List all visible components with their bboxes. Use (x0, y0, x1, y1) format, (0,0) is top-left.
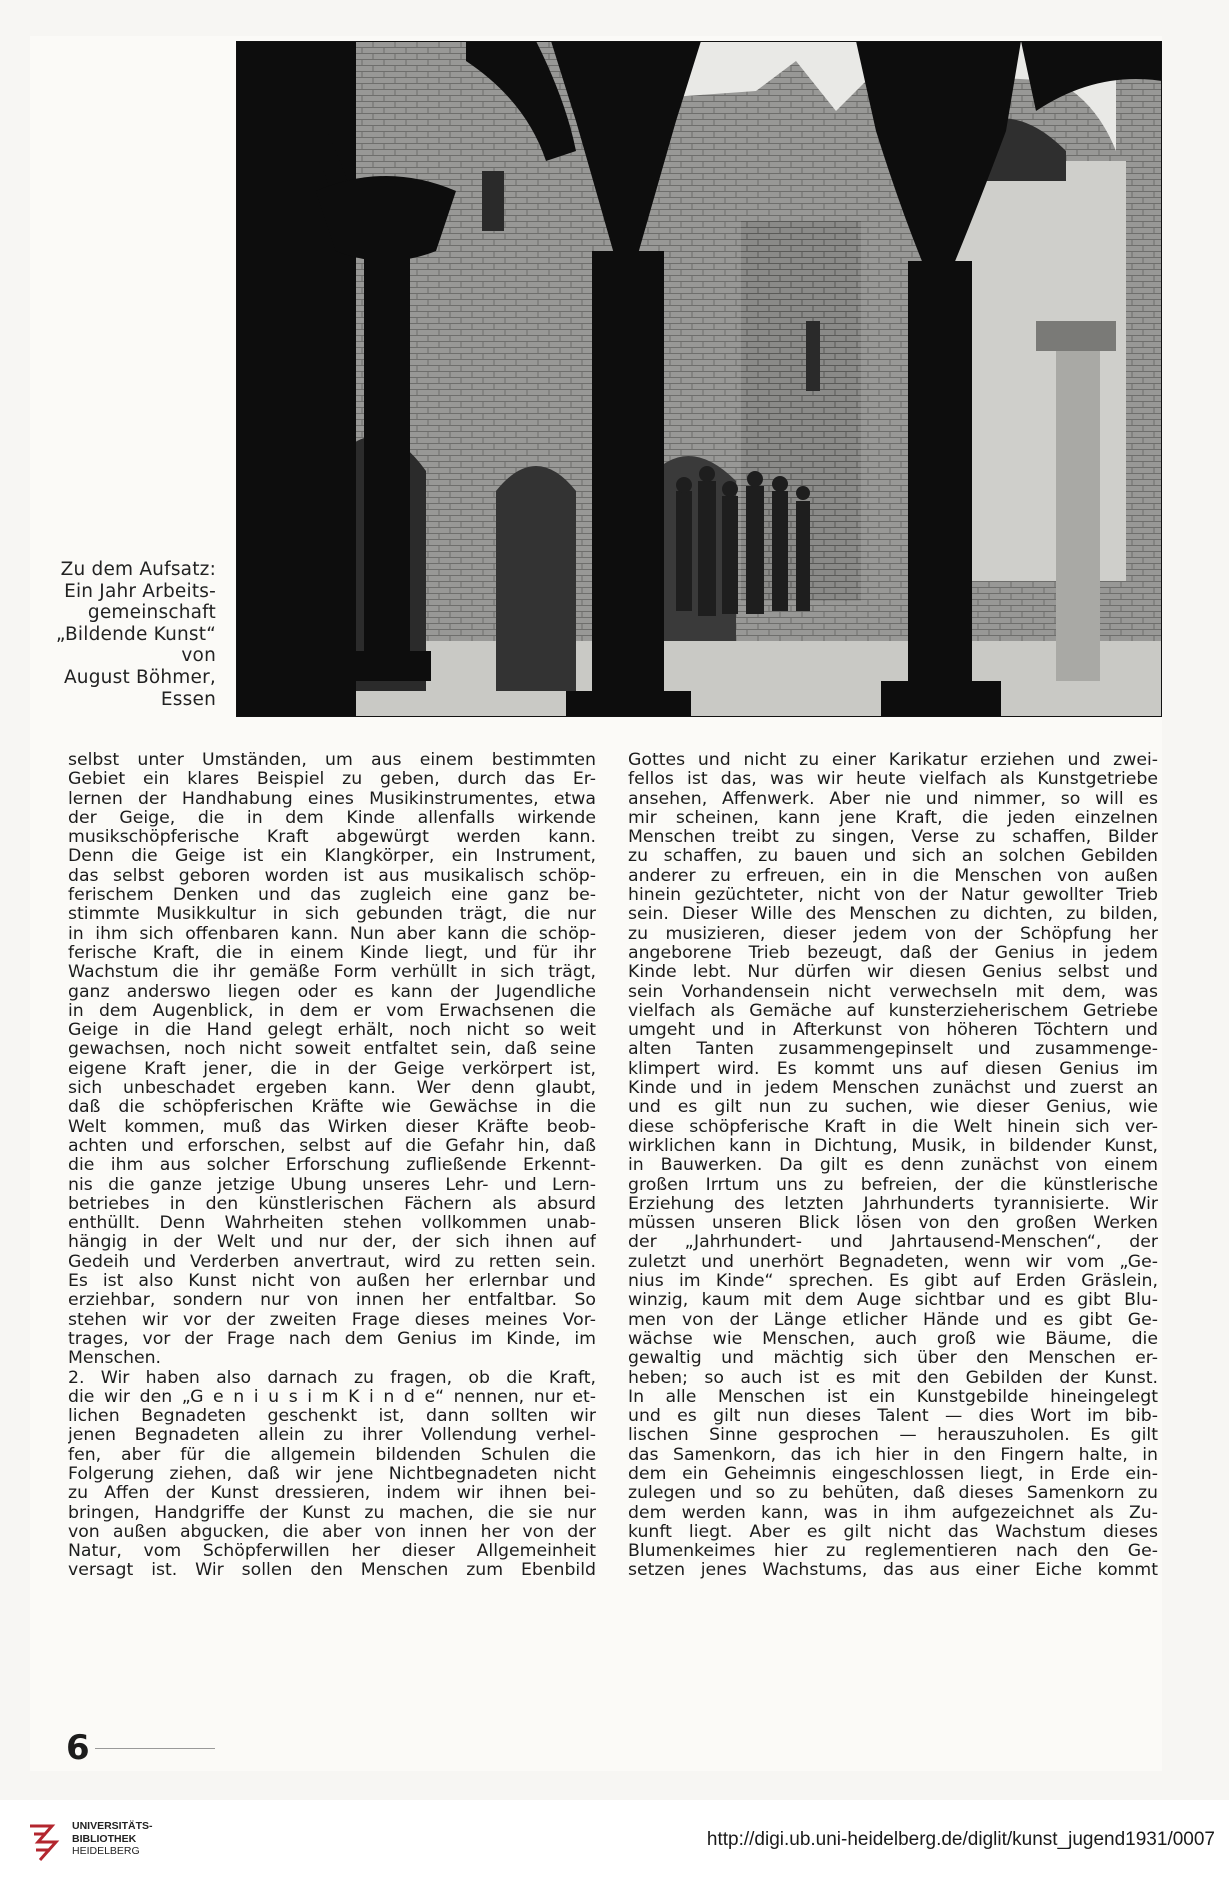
text-line: zu Affen der Kunst dressieren, indem wir ihnen bei- (68, 1484, 596, 1504)
text-line: bringen, Handgriffe der Kunst zu machen, die sie nur (68, 1503, 596, 1523)
text-line: diese schöpferische Kraft in die Welt hinein sich ver- (628, 1117, 1158, 1137)
text-line: Folgerung ziehen, daß wir jene Nichtbegnadeten nicht (68, 1464, 596, 1484)
text-line: nius im Kinde“ sprechen. Es gibt auf Erden Gräslein, (628, 1272, 1158, 1292)
text-line: Menschen. (68, 1349, 162, 1369)
library-name (72, 1820, 153, 1858)
text-line: die ihm aus solcher Erforschung zufließende Erkennt- (68, 1156, 596, 1176)
text-line: achten und erforschen, selbst auf die Gefahr hin, daß (68, 1136, 596, 1156)
text-line: das Samenkorn, das ich hier in den Fingern halte, in (628, 1445, 1158, 1465)
text-line: dem werden kann, was in ihm aufgezeichnet als Zu- (628, 1503, 1158, 1523)
text-line: trages, vor der Frage nach dem Genius im Kinde, im (68, 1329, 596, 1349)
text-line: umgeht und in Afterkunst von höheren Töchtern und (628, 1021, 1158, 1041)
text-line: und es gilt nun dieses Talent — dies Wort im bib- (628, 1407, 1158, 1427)
text-line: winzig, kaum mit dem Auge sichtbar und es gibt Blu- (628, 1291, 1158, 1311)
text-line: Gedeih und Verderben anvertraut, wird zu retten sein. (68, 1252, 596, 1272)
text-line: Gottes und nicht zu einer Karikatur erziehen und zwei- (628, 751, 1158, 770)
text-line: zu schaffen, zu bauen und sich an solchen Gebilden (628, 847, 1158, 867)
caption-line: von (181, 645, 216, 667)
right-text-column (628, 751, 1158, 1581)
text-line: klimpert wird. Es kommt uns auf diesen Genius im (628, 1059, 1158, 1079)
text-line: alten Tanten zusammengepinselt und zusammenge- (628, 1040, 1158, 1060)
text-line: versagt ist. Wir sollen den Menschen zum Ebenbild (68, 1561, 596, 1581)
text-line: der Geige, die in dem Kinde allenfalls wirkende (68, 808, 596, 828)
cloister-photograph (236, 41, 1162, 717)
library-name-line: BIBLIOTHEK (72, 1832, 137, 1845)
cloister-illustration (236, 41, 1162, 717)
text-line: hängig in der Welt und nur der, der sich ihnen auf (68, 1233, 596, 1253)
library-footer (0, 1812, 1229, 1901)
text-line: 2. Wir haben also darnach zu fragen, ob die Kraft, (68, 1368, 596, 1388)
text-line: erziehbar, sondern nur von innen her entfaltbar. So (68, 1291, 596, 1311)
text-line: gewaltig und mächtig sich über den Menschen er- (628, 1349, 1158, 1369)
caption-line: „Bildende Kunst“ (55, 623, 216, 645)
library-name-line: UNIVERSITÄTS- (72, 1820, 153, 1832)
text-line: eigene Kraft jener, die in der Geige verkörpert ist, (68, 1059, 596, 1079)
text-line: von außen abgucken, die aber von innen her von der (68, 1522, 596, 1542)
page-number: 6 (66, 1728, 90, 1768)
text-line: der „Jahrhundert- und Jahrtausend-Menschen“, der (628, 1233, 1158, 1253)
text-line: daß die schöpferischen Kräfte wie Gewächse in die (68, 1098, 596, 1118)
text-line: fellos ist das, was wir heute vielfach als Kunstgetriebe (628, 770, 1158, 790)
text-line: ansehen, Affenwerk. Aber nie und nimmer, so will es (628, 789, 1158, 809)
text-line: Wachstum die ihr gemäße Form verhüllt in sich trägt, (68, 963, 596, 983)
left-text-column (68, 751, 596, 1581)
text-line: sich unbeschadet ergeben kann. Wer denn glaubt, (68, 1079, 596, 1099)
source-url-link[interactable]: http://digi.ub.uni-heidelberg.de/diglit/kunst_jugend1931/0007 (706, 1829, 1215, 1850)
text-line: in dem Augenblick, in dem er vom Erwachsenen die (68, 1001, 596, 1021)
text-line: dem ein Geheimnis eingeschlossen liegt, in Erde ein- (628, 1464, 1158, 1484)
text-line: Geige in die Hand gelegt erhält, noch nicht so weit (68, 1021, 596, 1041)
caption-line: Essen (160, 688, 216, 710)
caption-line: gemeinschaft (87, 602, 216, 624)
text-line: sein. Dieser Wille des Menschen zu dichten, zu bilden, (628, 905, 1158, 925)
text-line: musikschöpferische Kraft abgewürgt werden kann. (68, 828, 596, 848)
text-line: in ihm sich offenbaren kann. Nun aber kann die schöp- (68, 924, 596, 944)
text-line: müssen unseren Blick lösen von den großen Werken (628, 1214, 1158, 1234)
text-line: setzen jenes Wachstums, das aus einer Eiche kommt (628, 1561, 1158, 1581)
text-line: nis die ganze jetzige Übung unseres Lehr- und Lern- (68, 1175, 596, 1195)
text-line: wächse wie Menschen, auch groß wie Bäume, die (628, 1329, 1158, 1349)
caption-line: Zu dem Aufsatz: (60, 559, 216, 580)
text-line: kunft liegt. Aber es gilt nicht das Wachstum dieses (628, 1522, 1158, 1542)
text-line: lichen Begnadeten geschenkt ist, dann sollten wir (68, 1407, 596, 1427)
text-line: Es ist also Kunst nicht von außen her erlernbar und (68, 1272, 596, 1292)
text-line: Erziehung des letzten Jahrhunderts tyrannisierte. Wir (628, 1194, 1158, 1214)
text-line: Welt kommen, muß das Wirken dieser Kräfte beob- (68, 1117, 596, 1137)
caption-line: Ein Jahr Arbeits- (64, 580, 216, 602)
text-line: enthüllt. Denn Wahrheiten stehen vollkommen unab- (68, 1214, 596, 1234)
text-line: heben; so auch ist es mit den Gebilden der Kunst. (628, 1368, 1158, 1388)
text-line: Blumenkeimes hier zu reglementieren nach den Ge- (628, 1542, 1158, 1562)
text-line: stimmte Musikkultur in sich gebunden trägt, die nur (68, 905, 596, 925)
text-line: zulegen und so zu behüten, daß dieses Samenkorn zu (628, 1484, 1158, 1504)
text-line: sein Vorhandensein nicht verwechseln mit dem, was (628, 982, 1158, 1002)
library-name-line: HEIDELBERG (72, 1845, 140, 1857)
text-line: In alle Menschen ist ein Kunstgebilde hineingelegt (628, 1387, 1158, 1407)
text-line: anderer zu erfreuen, ein in die Menschen von außen (628, 866, 1158, 886)
text-line: betriebes in den künstlerischen Fächern als absurd (68, 1194, 596, 1214)
text-line: Gebiet ein klares Beispiel zu geben, durch das Er- (68, 770, 596, 790)
text-line: jenen Begnadeten allein zu ihrer Vollendung verhel- (68, 1426, 596, 1446)
text-line: Menschen treibt zu singen, Verse zu schaffen, Bilder (628, 828, 1158, 848)
folio-rule (95, 1748, 215, 1749)
caption-line: August Böhmer, (63, 666, 216, 688)
text-line: vielfach als Gemäche auf kunsterzieherischem Getriebe (628, 1001, 1158, 1021)
text-line: men von der Länge etlicher Hände und es gibt Ge- (628, 1310, 1158, 1330)
text-line: stehen wir vor der zweiten Frage dieses meines Vor- (68, 1310, 596, 1330)
text-line: Kinde lebt. Nur dürfen wir diesen Genius selbst und (628, 963, 1158, 983)
text-line: mir scheinen, kann jene Kraft, die jeden einzelnen (628, 808, 1158, 828)
text-line: Natur, vom Schöpferwillen her dieser Allgemeinheit (68, 1542, 596, 1562)
photo-caption (40, 559, 216, 710)
text-line: großen Irrtum uns zu befreien, der die künstlerische (628, 1175, 1158, 1195)
text-line: gewachsen, noch nicht soweit entfaltet sein, daß seine (68, 1040, 596, 1060)
text-line: wirklichen kann in Dichtung, Musik, in bildender Kunst, (628, 1136, 1158, 1156)
text-line: ferischem Denken und das zugleich eine ganz be- (68, 886, 596, 906)
text-line: in Bauwerken. Da gilt es denn zunächst von einem (628, 1156, 1158, 1176)
text-line: Denn die Geige ist ein Klangkörper, ein Instrument, (68, 847, 596, 867)
text-line: und es gilt nun zu suchen, wie dieser Genius, wie (628, 1098, 1158, 1118)
text-line: das selbst geboren worden ist aus musikalisch schöp- (68, 866, 596, 886)
text-line: die wir den „G e n i u s i m K i n d e“ nennen, nur et- (68, 1387, 596, 1407)
text-line: zuletzt und unerhört Begnadeten, wenn wir vom „Ge- (628, 1252, 1158, 1272)
text-line: selbst unter Umständen, um aus einem bestimmten (68, 751, 596, 770)
text-line: zu musizieren, dieser jedem von der Schöpfung her (628, 924, 1158, 944)
text-line: hinein gezüchteter, nicht von der Natur gewollter Trieb (628, 886, 1158, 906)
text-line: Kinde und in jedem Menschen zunächst und zuerst an (628, 1079, 1158, 1099)
text-line: lischen Sinne gesprochen — herauszuholen. Es gilt (628, 1426, 1158, 1446)
text-line: ganz anderswo liegen oder es kann der Jugendliche (68, 982, 596, 1002)
text-line: ferische Kraft, die in einem Kinde liegt, und für ihr (68, 943, 596, 963)
library-logo-icon (24, 1820, 64, 1866)
text-line: fen, aber für die allgemein bildenden Schulen die (68, 1445, 596, 1465)
text-line: lernen der Handhabung eines Musikinstrumentes, etwa (68, 789, 596, 809)
text-line: angeborene Trieb bezeugt, daß der Genius in jedem (628, 943, 1158, 963)
